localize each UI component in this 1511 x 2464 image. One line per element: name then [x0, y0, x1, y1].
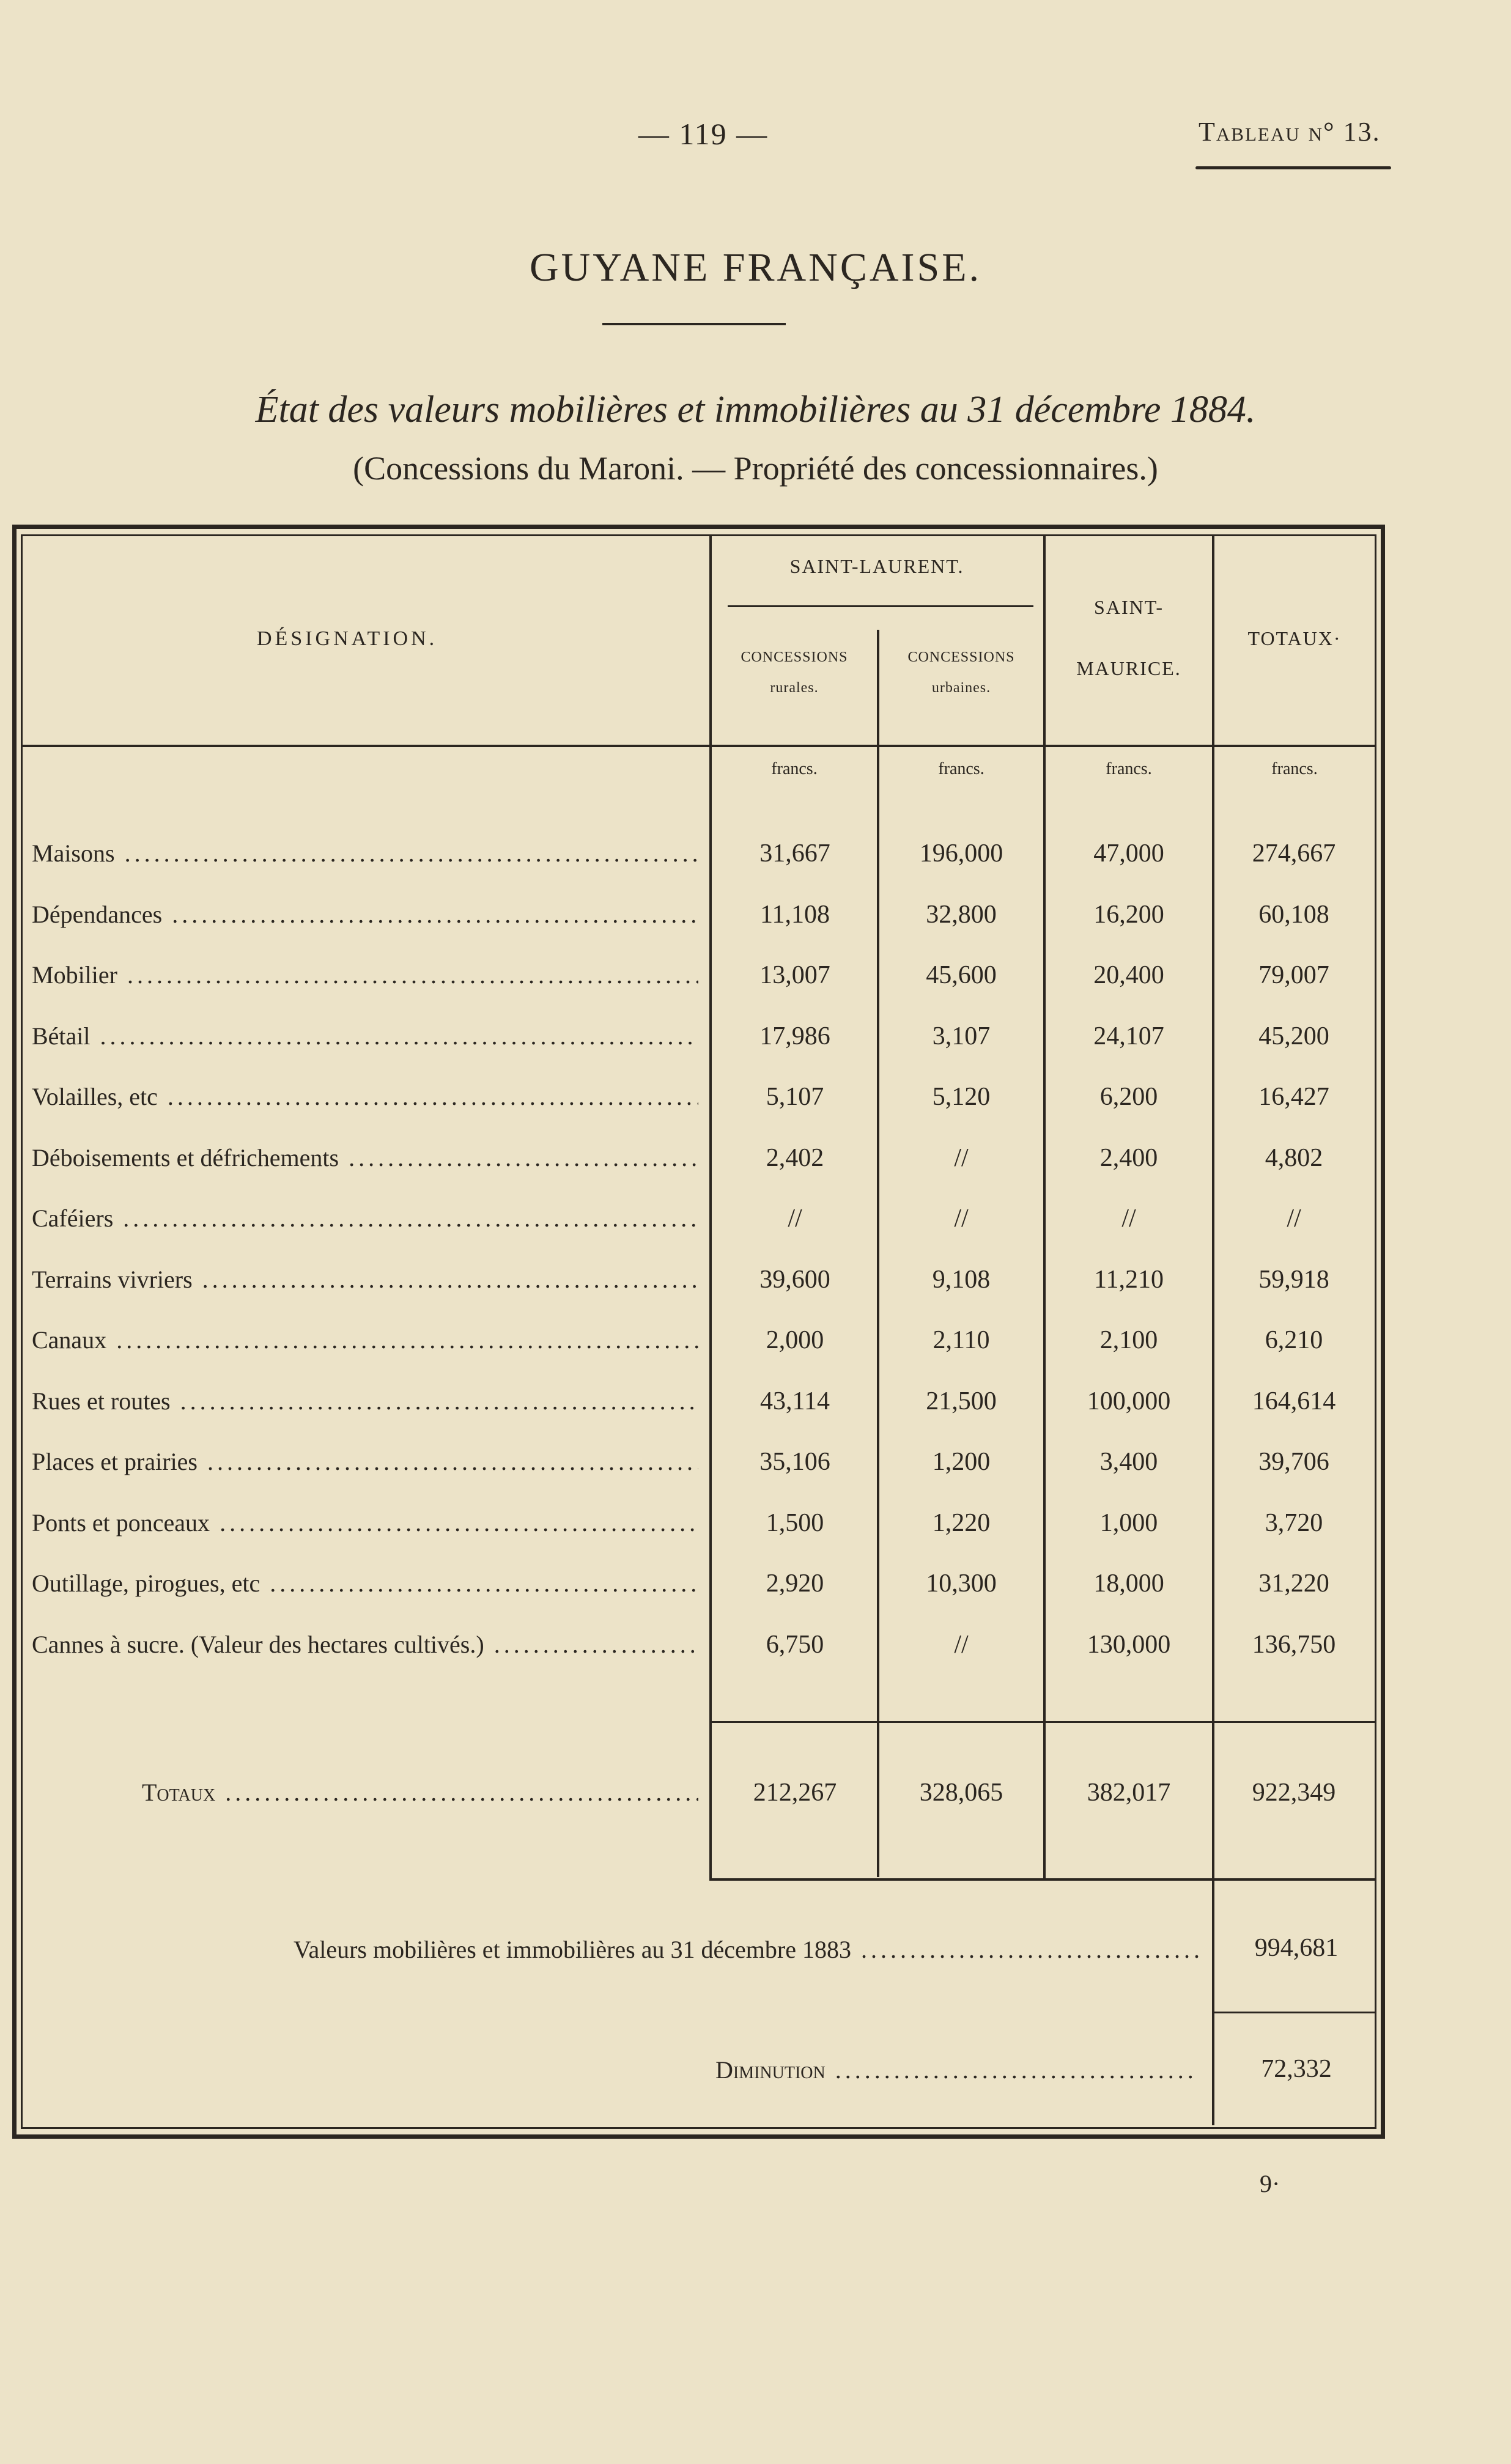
row-label: Places et prairies ..... — [32, 1447, 698, 1476]
cell-maurice: 1,000 — [1099, 1508, 1158, 1537]
cell-rurales: 39,600 — [759, 1265, 830, 1294]
cell-urbaines: 5,120 — [932, 1083, 991, 1111]
cell-urbaines: 3,107 — [932, 1022, 991, 1050]
diminution-label: Diminution ..... — [715, 2056, 1199, 2084]
totals-rule — [712, 1721, 1375, 1723]
row-label: Cannes à sucre. (Valeur des hectares cultivés.) ..... — [32, 1630, 698, 1659]
diminution-value: 72,332 — [1261, 2055, 1332, 2083]
unit-rurales: francs. — [771, 759, 818, 778]
header-concessions-urbaines: CONCESSIONS — [907, 649, 1015, 665]
cell-rurales: 31,667 — [759, 839, 830, 868]
title-rule — [602, 323, 786, 325]
table-row — [32, 1265, 1377, 1314]
header-saint-laurent: SAINT-LAURENT. — [789, 555, 964, 577]
row-label: Volailles, etc ..... — [32, 1082, 698, 1111]
cell-urbaines: 32,800 — [926, 900, 997, 929]
row-label: Bétail ..... — [32, 1022, 698, 1050]
table-row — [32, 1143, 1377, 1192]
header-rule-middle — [712, 745, 1213, 747]
header-saint-maurice-1: SAINT- — [1094, 596, 1164, 618]
header-rule-left — [21, 745, 709, 747]
cell-maurice: 47,000 — [1093, 839, 1164, 868]
subtitle: (Concessions du Maroni. — Propriété des concessionnaires.) — [353, 450, 1158, 487]
cell-rurales: 13,007 — [759, 961, 830, 989]
row-label: Rues et routes ..... — [32, 1387, 698, 1415]
valeurs-1883-value: 994,681 — [1254, 1934, 1339, 1962]
table-row — [32, 839, 1377, 888]
cell-maurice: 11,210 — [1094, 1265, 1164, 1294]
cell-maurice: 100,000 — [1087, 1387, 1171, 1415]
cell-maurice: 3,400 — [1099, 1448, 1158, 1476]
table-row — [32, 1447, 1377, 1496]
header-urbaines: urbaines. — [931, 680, 991, 696]
totals-bottom-rule — [712, 1878, 1375, 1881]
cell-total: 79,007 — [1258, 961, 1329, 989]
cell-maurice: 2,100 — [1099, 1326, 1158, 1354]
unit-totaux: francs. — [1271, 759, 1318, 778]
row-label: Mobilier ..... — [32, 961, 698, 989]
cell-maurice: 24,107 — [1093, 1022, 1164, 1050]
cell-rurales: // — [788, 1204, 802, 1233]
table-row — [32, 1569, 1377, 1618]
page-number: — 119 — — [638, 117, 769, 151]
row-label: Canaux ..... — [32, 1326, 698, 1354]
cell-rurales: 5,107 — [766, 1083, 824, 1111]
header-rule-right — [1214, 745, 1375, 747]
row-label: Ponts et ponceaux ..... — [32, 1508, 698, 1537]
cell-rurales: 11,108 — [760, 900, 830, 929]
table-row — [32, 961, 1377, 1009]
table-row — [32, 1204, 1377, 1253]
cell-urbaines: 10,300 — [926, 1570, 997, 1598]
cell-rurales: 2,402 — [766, 1143, 824, 1172]
cell-total: 31,220 — [1258, 1570, 1329, 1598]
row-label: Maisons ..... — [32, 839, 698, 868]
row-label: Outillage, pirogues, etc ..... — [32, 1569, 698, 1598]
cell-maurice: 130,000 — [1087, 1630, 1171, 1659]
colony-title: GUYANE FRANÇAISE. — [529, 245, 982, 290]
cell-rurales: 2,000 — [766, 1326, 824, 1354]
row-label: Déboisements et défrichements ..... — [32, 1143, 698, 1172]
cell-total: 59,918 — [1258, 1265, 1329, 1294]
signature-mark: 9· — [1260, 2170, 1280, 2197]
table-row — [32, 1508, 1377, 1557]
cell-urbaines: 1,200 — [932, 1448, 991, 1476]
tableau-underline — [1195, 166, 1391, 169]
cell-maurice: 6,200 — [1099, 1083, 1158, 1111]
header-totaux: TOTAUX· — [1247, 627, 1342, 649]
cell-maurice: 16,200 — [1093, 900, 1164, 929]
cell-urbaines: // — [954, 1143, 969, 1172]
main-title: État des valeurs mobilières et immobilières au 31 décembre 1884. — [255, 389, 1256, 430]
saint-laurent-rule — [728, 605, 1033, 607]
unit-urbaines: francs. — [938, 759, 985, 778]
cell-rurales: 17,986 — [759, 1022, 830, 1050]
cell-total: 6,210 — [1265, 1326, 1323, 1354]
row-label: Caféiers ..... — [32, 1204, 698, 1233]
totals-row — [32, 1778, 1377, 1827]
cell-urbaines: 9,108 — [932, 1265, 991, 1294]
cell-maurice: 2,400 — [1099, 1143, 1158, 1172]
cell-total: // — [1287, 1204, 1301, 1233]
cell-total: 60,108 — [1258, 900, 1329, 929]
table-row — [32, 900, 1377, 949]
cell-maurice: 20,400 — [1093, 961, 1164, 989]
cell-rurales: 2,920 — [766, 1570, 824, 1598]
row-label: Dépendances ..... — [32, 900, 698, 929]
cell-total: 274,667 — [1252, 839, 1336, 868]
cell-urbaines: 45,600 — [926, 961, 997, 989]
cell-rurales: 1,500 — [766, 1508, 824, 1537]
valeurs-1883-label: Valeurs mobilières et immobilières au 31 décembre 1883 ..... — [294, 1935, 1205, 1964]
cell-urbaines: // — [954, 1204, 969, 1233]
header-saint-maurice-2: MAURICE. — [1076, 657, 1181, 679]
table-row — [32, 1387, 1377, 1436]
table-row — [32, 1082, 1377, 1131]
cell-total: 3,720 — [1265, 1508, 1323, 1537]
cell-urbaines: 21,500 — [926, 1387, 997, 1415]
cell-rurales: 35,106 — [759, 1448, 830, 1476]
header-rurales: rurales. — [770, 680, 819, 696]
header-designation: DÉSIGNATION. — [257, 627, 438, 650]
cell-total: 39,706 — [1258, 1448, 1329, 1476]
row-label: Terrains vivriers ..... — [32, 1265, 698, 1294]
totals-label: Totaux ..... — [142, 1778, 698, 1807]
table-row — [32, 1326, 1377, 1374]
totals-maurice: 382,017 — [1087, 1779, 1171, 1807]
totals-rurales: 212,267 — [753, 1779, 837, 1807]
totals-total: 922,349 — [1252, 1779, 1336, 1807]
tableau-number: Tableau n° 13. — [1199, 117, 1381, 147]
col-rule-rurales — [877, 630, 879, 1877]
valeurs-1883-rule — [1214, 2012, 1375, 2013]
cell-total: 45,200 — [1258, 1022, 1329, 1050]
cell-urbaines: 1,220 — [932, 1508, 991, 1537]
cell-total: 16,427 — [1258, 1083, 1329, 1111]
table-row — [32, 1022, 1377, 1071]
cell-total: 164,614 — [1252, 1387, 1336, 1415]
cell-maurice: // — [1121, 1204, 1136, 1233]
unit-maurice: francs. — [1106, 759, 1152, 778]
totals-urbaines: 328,065 — [919, 1779, 1003, 1807]
cell-rurales: 43,114 — [760, 1387, 830, 1415]
cell-maurice: 18,000 — [1093, 1570, 1164, 1598]
table-row — [32, 1630, 1377, 1679]
cell-urbaines: 2,110 — [933, 1326, 990, 1354]
header-concessions-rurales: CONCESSIONS — [741, 649, 848, 665]
cell-urbaines: // — [954, 1630, 969, 1659]
cell-total: 136,750 — [1252, 1630, 1336, 1659]
cell-rurales: 6,750 — [766, 1630, 824, 1659]
cell-urbaines: 196,000 — [919, 839, 1003, 868]
cell-total: 4,802 — [1265, 1143, 1323, 1172]
